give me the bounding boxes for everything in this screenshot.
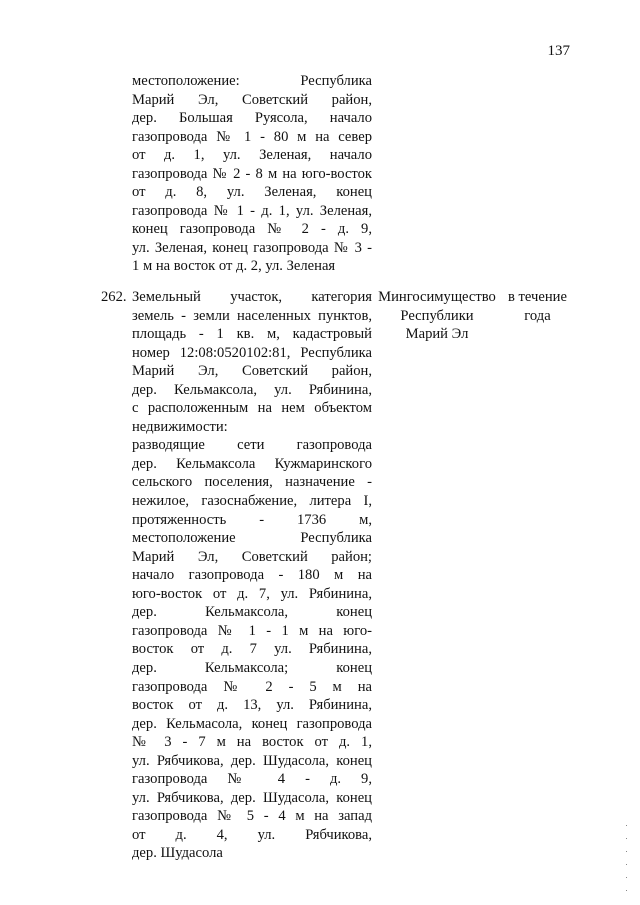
description-line: дер. Кельмаксола Кужмаринского — [132, 455, 372, 472]
scan-specks — [624, 820, 630, 900]
responsible-body-line: Марий Эл — [405, 326, 469, 343]
responsible-body-line: Республики — [400, 307, 474, 324]
description-line: ул. Зеленая, конец газопровода № 3 - — [132, 239, 372, 256]
property-description — [132, 288, 372, 863]
entry-number: 262. — [101, 289, 127, 306]
description-line: номер 12:08:0520102:81, Республика — [132, 344, 372, 361]
table-row-continuation — [0, 72, 640, 276]
description-line: нежилое, газоснабжение, литера I, — [132, 493, 372, 510]
description-line: газопровода № 2 - 8 м на юго-восток — [132, 165, 372, 182]
description-line: газопровода № 1 - д. 1, ул. Зеленая, — [132, 202, 372, 219]
table-row-262 — [0, 288, 640, 863]
description-line: земель - земли населенных пунктов, — [132, 307, 372, 324]
term-line: года — [524, 307, 551, 324]
description-line: ул. Рябчикова, дер. Шудасола, конец — [132, 789, 372, 806]
description-line: с расположенным на нем объектом — [132, 400, 372, 417]
description-line: конец газопровода № 2 - д. 9, — [132, 221, 372, 238]
description-line: восток от д. 7 ул. Рябинина, — [132, 641, 372, 658]
description-line: Земельный участок, категория — [132, 289, 372, 306]
description-line: газопровода № 1 - 80 м на север — [132, 128, 372, 145]
description-line: местоположение: Республика — [132, 73, 372, 89]
description-line: дер. Кельмаксола, ул. Рябинина, — [132, 381, 372, 398]
description-line: газопровода № 4 - д. 9, — [132, 771, 372, 788]
description-line: юго-восток от д. 7, ул. Рябинина, — [132, 585, 372, 602]
responsible-body-line: Мингосимущество — [378, 289, 496, 306]
term-line: в течение — [508, 289, 567, 306]
description-line: Марий Эл, Советский район, — [132, 91, 372, 108]
description-line: от д. 8, ул. Зеленая, конец — [132, 184, 372, 201]
description-line: местоположение Республика — [132, 530, 372, 547]
responsible-body — [372, 288, 502, 344]
description-line: дер. Кельмасола, конец газопровода — [132, 715, 372, 732]
transfer-term — [500, 288, 575, 325]
property-description-continuation — [132, 72, 372, 276]
description-line: Марий Эл, Советский район, — [132, 363, 372, 380]
description-line: сельского поселения, назначение - — [132, 474, 372, 491]
description-line: разводящие сети газопровода — [132, 437, 372, 454]
description-line: ул. Рябчикова, дер. Шудасола, конец — [132, 752, 372, 769]
description-line: дер. Шудасола — [132, 845, 223, 862]
description-line: площадь - 1 кв. м, кадастровый — [132, 326, 372, 343]
description-line: от д. 4, ул. Рябчикова, — [132, 826, 372, 843]
page-number: 137 — [547, 43, 570, 59]
description-line: от д. 1, ул. Зеленая, начало — [132, 147, 372, 164]
description-line: дер. Кельмаксола; конец — [132, 659, 372, 676]
description-line: газопровода № 1 - 1 м на юго- — [132, 622, 372, 639]
table-body — [0, 72, 640, 863]
description-line: № 3 - 7 м на восток от д. 1, — [132, 734, 372, 751]
description-line: начало газопровода - 180 м на — [132, 567, 372, 584]
description-line: протяженность - 1736 м, — [132, 511, 372, 528]
description-line: газопровода № 5 - 4 м на запад — [132, 808, 372, 825]
description-line: недвижимости: — [132, 418, 228, 435]
description-line: дер. Кельмаксола, конец — [132, 604, 372, 621]
description-line: газопровода № 2 - 5 м на — [132, 678, 372, 695]
description-line: дер. Большая Руясола, начало — [132, 110, 372, 127]
description-line: 1 м на восток от д. 2, ул. Зеленая — [132, 258, 336, 275]
description-line: Марий Эл, Советский район; — [132, 548, 372, 565]
description-line: восток от д. 13, ул. Рябинина, — [132, 697, 372, 714]
